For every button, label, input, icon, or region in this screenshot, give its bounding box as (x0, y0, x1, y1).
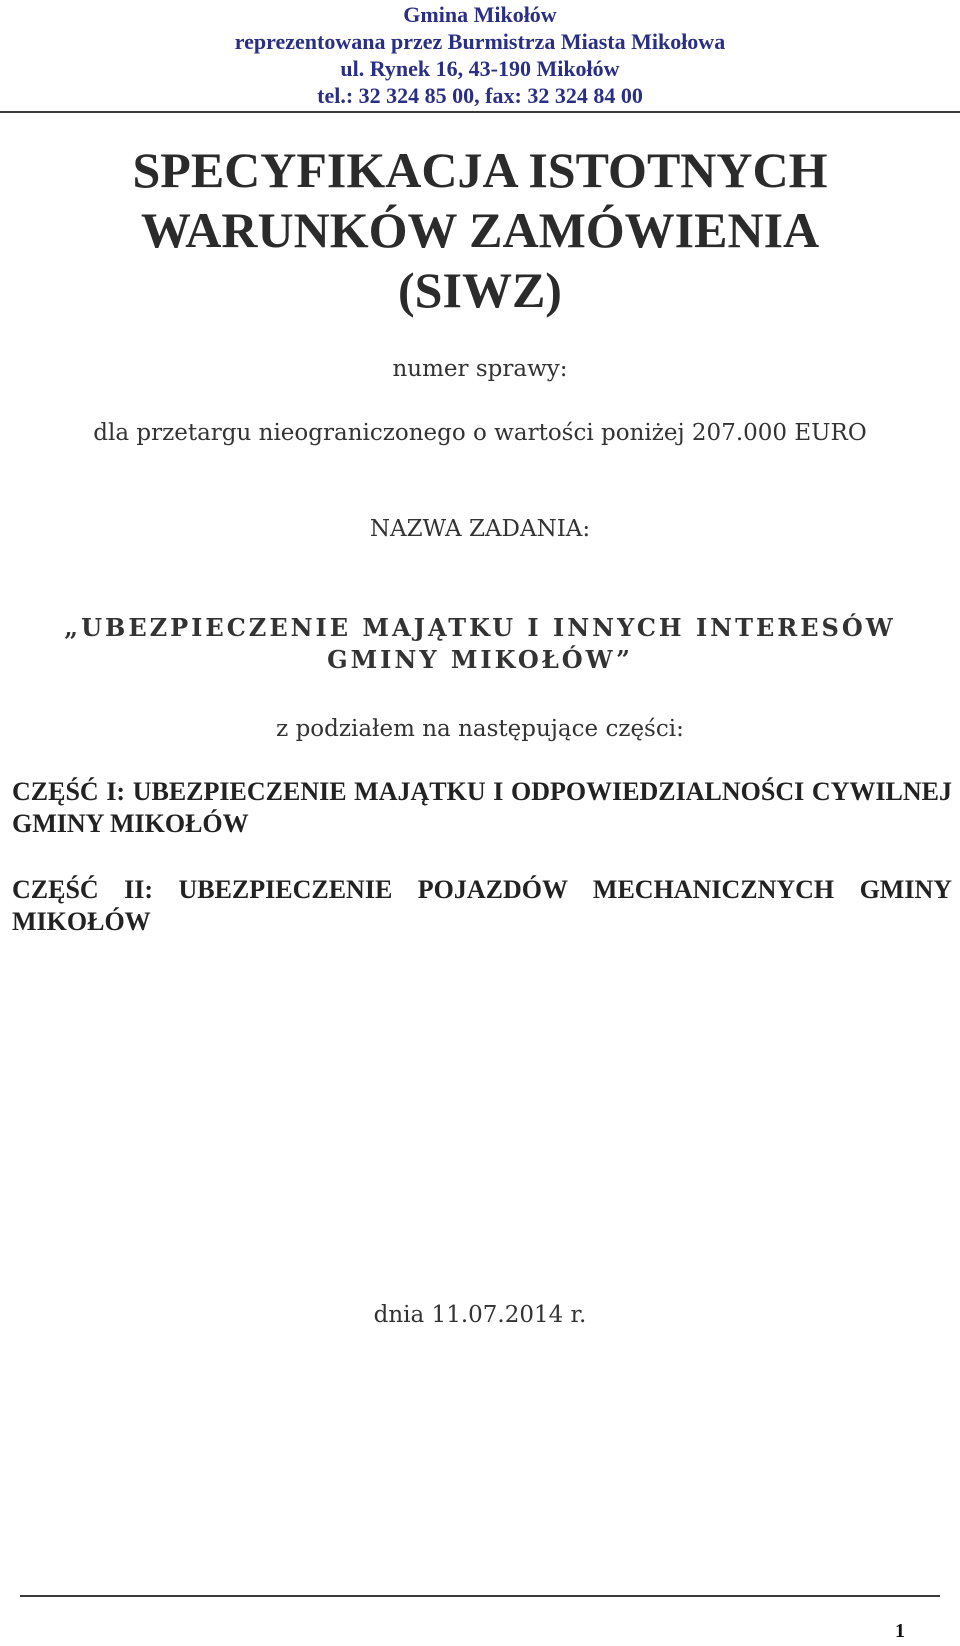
title-line-3: (SIWZ) (398, 262, 562, 318)
case-number-label: numer sprawy: (392, 356, 568, 382)
header-divider (0, 111, 960, 113)
title-line-1: SPECYFIKACJA ISTOTNYCH (132, 142, 828, 198)
header-address: ul. Rynek 16, 43-190 Mikołów (340, 56, 620, 81)
part-2-description: CZĘŚĆ II: UBEZPIECZENIE POJAZDÓW MECHANICZNYCH GMINY MIKOŁÓW (12, 875, 952, 936)
page-number: 1 (895, 1620, 905, 1642)
tender-type: dla przetargu nieograniczonego o wartości poniżej 207.000 EURO (93, 420, 867, 446)
header-organization: Gmina Mikołów (403, 2, 557, 27)
header-contact: tel.: 32 324 85 00, fax: 32 324 84 00 (317, 83, 643, 108)
task-name-line-1: „UBEZPIECZENIE MAJĄTKU I INNYCH INTERESÓW (64, 613, 896, 642)
footer-divider (20, 1595, 940, 1597)
document-date: dnia 11.07.2014 r. (373, 1302, 587, 1328)
task-label: NAZWA ZADANIA: (369, 516, 591, 542)
task-name (0, 612, 960, 676)
document-title (0, 140, 960, 320)
header-representation: reprezentowana przez Burmistrza Miasta Mikołowa (234, 29, 726, 54)
part-1-description: CZĘŚĆ I: UBEZPIECZENIE MAJĄTKU I ODPOWIEDZIALNOŚCI CYWILNEJ GMINY MIKOŁÓW (12, 777, 952, 838)
task-name-line-2: GMINY MIKOŁÓW” (327, 645, 633, 674)
division-note: z podziałem na następujące części: (276, 716, 684, 742)
title-line-2: WARUNKÓW ZAMÓWIENIA (140, 202, 820, 258)
document-header (0, 0, 960, 109)
